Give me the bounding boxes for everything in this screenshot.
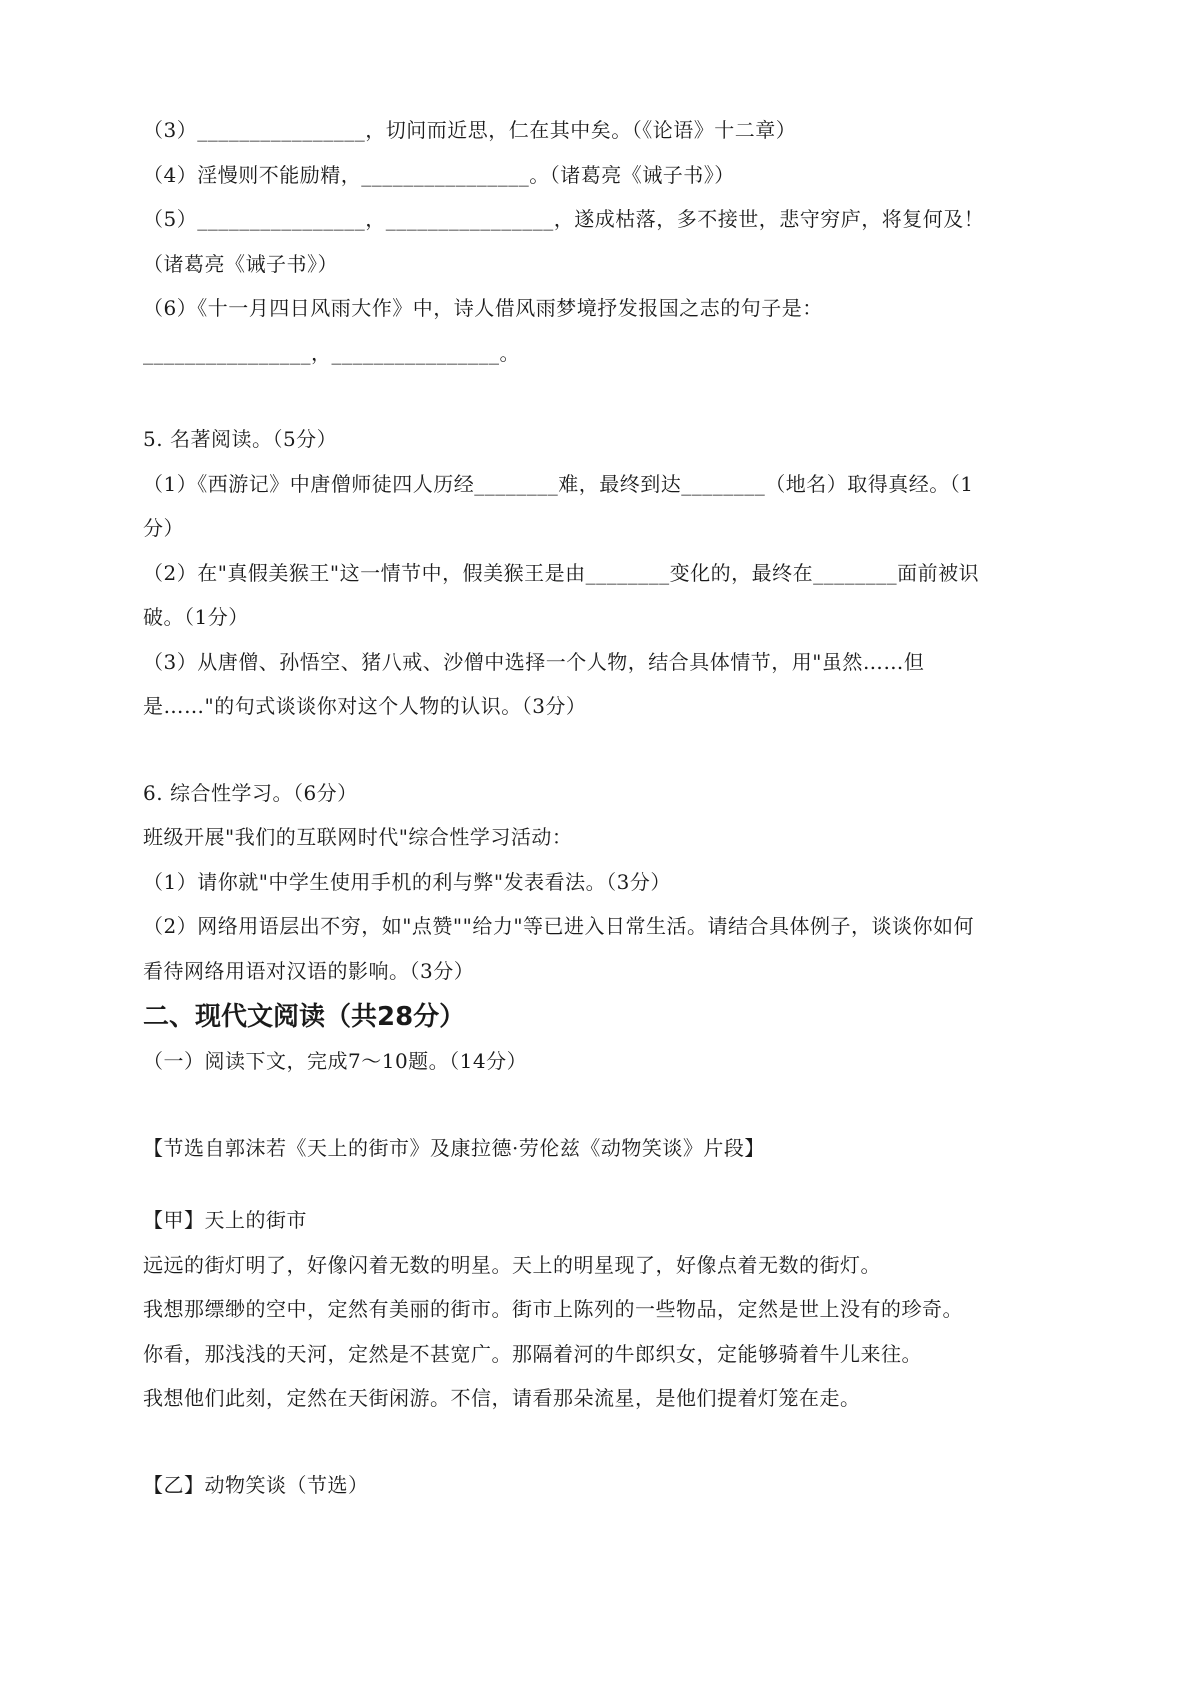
- q5-item-2-line1: （2）在"真假美猴王"这一情节中，假美猴王是由________变化的，最终在________面前被识: [143, 560, 980, 585]
- exam-page: [143, 108, 1063, 1507]
- q6-item-1: （1）请你就"中学生使用手机的利与弊"发表看法。（3分）: [143, 869, 671, 894]
- q5-item-2-line2: 破。（1分）: [143, 605, 249, 629]
- q6-intro: 班级开展"我们的互联网时代"综合性学习活动：: [143, 825, 573, 849]
- q5-title: 5. 名著阅读。（5分）: [143, 427, 338, 451]
- q4-item-4: （4）淫慢则不能励精，________________。（诸葛亮《诫子书》）: [143, 162, 735, 187]
- passage-yi-title: 【乙】动物笑谈（节选）: [143, 1472, 369, 1497]
- q5-item-3-line1: （3）从唐僧、孙悟空、猪八戒、沙僧中选择一个人物，结合具体情节，用"虽然……但: [143, 649, 925, 674]
- passage-jia-line: 远远的街灯明了，好像闪着无数的明星。天上的明星现了，好像点着无数的街灯。: [143, 1252, 881, 1277]
- section-heading: 二、现代文阅读（共28分）: [143, 1002, 466, 1032]
- q4-item-6-line1: （6）《十一月四日风雨大作》中，诗人借风雨梦境抒发报国之志的句子是：: [143, 296, 823, 320]
- passage-jia-line: 我想他们此刻，定然在天街闲游。不信，请看那朵流星，是他们提着灯笼在走。: [143, 1386, 861, 1410]
- q4-item-3: （3）________________，切问而近思，仁在其中矣。（《论语》十二章）: [143, 118, 797, 142]
- q4-item-6-line2: ________________，________________。: [143, 340, 520, 365]
- q6-item-2-line1: （2）网络用语层出不穷，如"点赞""给力"等已进入日常生活。请结合具体例子，谈谈你如何: [143, 914, 975, 938]
- passage-jia-title: 【甲】天上的街市: [143, 1208, 307, 1232]
- passage-jia-line: 你看，那浅浅的天河，定然是不甚宽广。那隔着河的牛郎织女，定能够骑着牛儿来往。: [143, 1341, 922, 1366]
- passage-source: 【节选自郭沫若《天上的街市》及康拉德·劳伦兹《动物笑谈》片段】: [143, 1135, 765, 1160]
- q5-item-1-line2: 分）: [143, 516, 184, 540]
- q5-item-3-line2: 是……"的句式谈谈你对这个人物的认识。（3分）: [143, 694, 587, 718]
- section-subheading: （一）阅读下文，完成7～10题。（14分）: [143, 1049, 528, 1073]
- passage-jia-line: 我想那缥缈的空中，定然有美丽的街市。街市上陈列的一些物品，定然是世上没有的珍奇。: [143, 1297, 963, 1321]
- q4-item-5-line1: （5）________________，________________，遂成枯落，多不接世，悲守穷庐，将复何及！: [143, 207, 985, 231]
- q6-item-2-line2: 看待网络用语对汉语的影响。（3分）: [143, 958, 475, 983]
- q5-item-1-line1: （1）《西游记》中唐僧师徒四人历经________难，最终到达________（地名）取得真经。（1: [143, 471, 974, 496]
- q4-item-5-line2: （诸葛亮《诫子书》）: [143, 251, 338, 276]
- q6-title: 6. 综合性学习。（6分）: [143, 780, 358, 805]
